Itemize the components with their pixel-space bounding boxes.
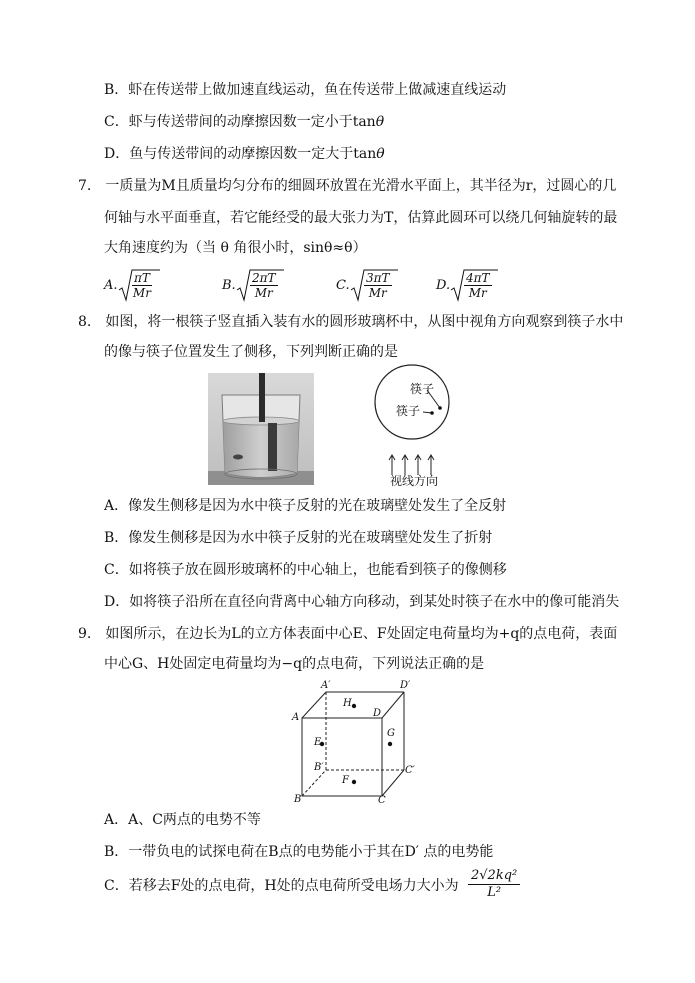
q8-option-a: A．像发生侧移是因为水中筷子反射的光在玻璃壁处发生了全反射: [104, 498, 507, 514]
q6-option-b: B．虾在传送带上做加速直线运动，鱼在传送带上做减速直线运动: [104, 82, 507, 98]
q7-option-a-fraction: $\frac{\pi T}{Mr}$: [132, 271, 151, 300]
q9-stem-line2: 中心G、H处固定电荷量均为−q的点电荷，下列说法正确的是: [104, 656, 485, 672]
q8-option-b: B．像发生侧移是因为水中筷子反射的光在玻璃壁处发生了折射: [104, 530, 493, 546]
vertex-label-a: A: [292, 712, 300, 723]
q7-choices: [104, 268, 524, 304]
q8-option-d: D．如将筷子沿所在直径向背离中心轴方向移动，到某处时筷子在水中的像可能消失: [104, 594, 620, 610]
point-label-f: F: [342, 775, 349, 786]
cube-diagram: [288, 680, 428, 808]
q8-option-c: C．如将筷子放在圆形玻璃杯的中心轴上，也能看到筷子的像侧移: [104, 562, 507, 578]
q9-stem-line1: 9. 如图所示，在边长为L的立方体表面中心E、F处固定电荷量均为+q的点电荷，表面: [78, 626, 618, 642]
point-label-g: G: [387, 728, 395, 739]
vertex-label-d-prime: D′: [400, 680, 411, 691]
q9-option-c-numerator: 2√2kq²: [468, 868, 520, 885]
view-direction-label: 视线方向: [390, 474, 439, 488]
vertex-label-c-prime: C′: [405, 765, 415, 776]
chopstick-glass-photo: [208, 373, 314, 485]
q6-option-c: [104, 112, 384, 132]
theta-symbol: θ: [376, 146, 385, 162]
vertex-label-c: C: [378, 795, 386, 806]
q7-option-b-fraction: $\frac{2\pi T}{Mr}$: [252, 271, 276, 300]
q7-stem-line3: 大角速度约为（当 θ 角很小时，sinθ≈θ）: [104, 240, 367, 256]
vertex-label-a-prime: A′: [321, 680, 331, 691]
q7-option-b-label: B.: [222, 278, 236, 293]
q8-stem-line1: 8. 如图，将一根筷子竖直插入装有水的圆形玻璃杯中，从图中视角方向观察到筷子水中: [78, 314, 624, 330]
q7-option-c-label: C.: [336, 278, 350, 293]
q9-option-b: B．一带负电的试探电荷在B点的电势能小于其在D′ 点的电势能: [104, 844, 494, 860]
q7-option-d-fraction: $\frac{4\pi T}{Mr}$: [466, 271, 490, 300]
vertex-label-d: D: [373, 708, 382, 719]
q7-option-c-fraction: $\frac{3\pi T}{Mr}$: [366, 271, 390, 300]
point-label-h: H: [343, 698, 352, 709]
chopstick-label-2: 筷子: [396, 404, 421, 418]
q7-option-d-label: D.: [436, 278, 451, 293]
q9-option-c-denominator: L²: [487, 885, 502, 900]
point-label-e: E: [314, 737, 322, 748]
q9-option-c: C．若移去F处的点电荷，H处的点电荷所受电场力大小为: [104, 878, 459, 894]
q6-option-d: [104, 144, 385, 164]
q8-stem-line2: 的像与筷子位置发生了侧移，下列判断正确的是: [104, 344, 398, 360]
theta-symbol: θ: [375, 114, 385, 130]
vertex-label-b-prime: B′: [314, 762, 324, 773]
q7-stem-line1: 7. 一质量为M且质量均匀分布的细圆环放置在光滑水平面上，其半径为r，过圆心的几: [78, 178, 617, 194]
q7-option-a-label: A.: [104, 278, 118, 293]
q6-option-c-text: C．虾与传送带间的动摩擦因数一定小于tan: [104, 114, 376, 130]
vertex-label-b: B: [294, 794, 302, 805]
q9-option-a: A．A、C两点的电势不等: [104, 812, 261, 828]
top-view-diagram: [372, 360, 472, 490]
chopstick-label-1: 筷子: [410, 382, 435, 396]
q6-option-d-text: D．鱼与传送带间的动摩擦因数一定大于tan: [104, 146, 377, 162]
cube-lines: [288, 680, 428, 808]
q9-option-c-fraction: [468, 868, 520, 901]
q7-stem-line2: 何轴与水平面垂直，若它能经受的最大张力为T，估算此圆环可以绕几何轴旋转的最: [104, 210, 618, 226]
